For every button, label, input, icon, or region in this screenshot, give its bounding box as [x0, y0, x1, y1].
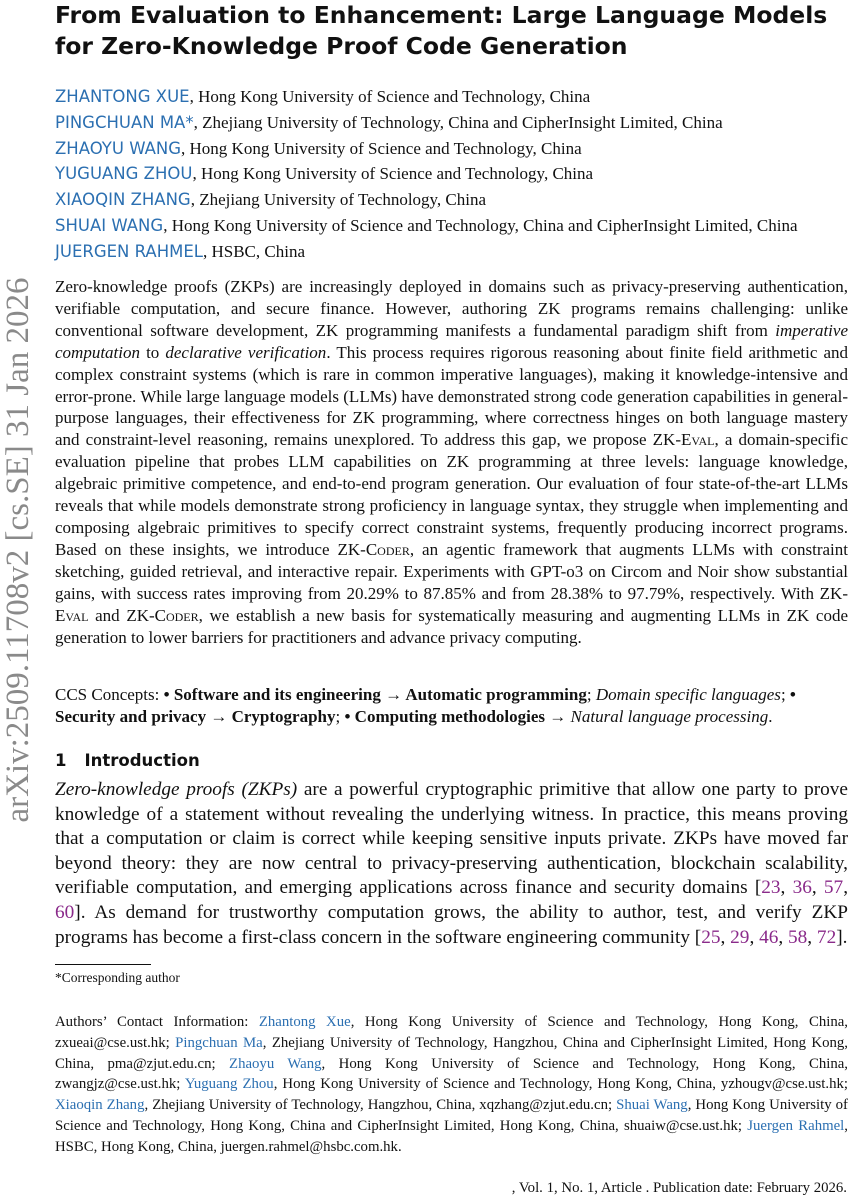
author-affiliation: , Hong Kong University of Science and Technology, China — [181, 138, 582, 158]
contact-author-link[interactable]: Pingchuan Ma — [175, 1034, 263, 1051]
footnote: *Corresponding author — [55, 970, 180, 985]
author-line — [55, 213, 849, 239]
author-name[interactable]: SHUAI WANG — [55, 215, 164, 235]
citation-link[interactable]: 46 — [759, 926, 779, 948]
author-name[interactable]: XIAOQIN ZHANG — [55, 190, 191, 210]
contact-label: Authors’ Contact Information: — [55, 1014, 259, 1030]
abstract-text: , an agentic framework that augments LLMs with constraint sketching, guided retrieval, and interactive repair. Experiments with GPT-o3 on Circom and Noir show substantial gains, with success rates improving from 20.29% to 87.85% and from 28.38% to 97.79%, respectively. With — [55, 539, 848, 603]
author-affiliation: , Zhejiang University of Technology, China and CipherInsight Limited, China — [193, 112, 723, 132]
ccs-concept: • Security and privacy → Cryptography — [55, 685, 796, 726]
abstract-emph: declarative verification — [165, 342, 327, 362]
contact-details: , Hong Kong University of Science and Technology, Hong Kong, China and CipherInsight Limited, Hong Kong, China, shuaiw@cse.ust.hk; — [55, 1097, 848, 1134]
author-line — [55, 110, 849, 136]
ccs-label: CCS Concepts: — [55, 685, 164, 704]
ccs-sep: ; — [335, 707, 345, 726]
section-number: 1 — [55, 751, 67, 770]
ccs-concept: Natural language processing — [570, 707, 769, 726]
footnote-rule — [55, 964, 151, 965]
contact-details: , Hong Kong University of Science and Technology, Hong Kong, China, zxueai@cse.ust.hk; — [55, 1014, 849, 1051]
contact-author-link[interactable]: Zhantong Xue — [258, 1014, 351, 1030]
zk-coder-name: ZK-Coder — [337, 539, 410, 559]
author-contact-info — [55, 1012, 848, 1158]
author-name[interactable]: PINGCHUAN MA* — [55, 112, 194, 132]
intro-text: are a powerful cryptographic primitive that allow one party to prove knowledge of a statement without revealing the underlying witness. In practice, this means proving that a computation or claim is correct while keeping sensitive inputs private. ZKPs have moved far beyond theory: they are now central to privacy-preserving authentication, blockchain scalability, verifiable computation, and emerging applications across finance and security domains [ — [55, 779, 848, 899]
citation-link[interactable]: 23 — [761, 877, 781, 899]
intro-text: ]. — [836, 926, 848, 948]
ccs-sep: . — [768, 707, 773, 726]
author-line — [55, 136, 849, 162]
contact-details: , Hong Kong University of Science and Technology, Hong Kong, China, zwangjz@cse.ust.hk; — [55, 1055, 848, 1093]
contact-details: , Hong Kong University of Science and Technology, Hong Kong, China, yzhougv@cse.ust.hk; — [273, 1076, 848, 1093]
author-list — [55, 84, 849, 265]
contact-author-link[interactable]: Shuai Wang — [616, 1097, 688, 1114]
citation-link[interactable]: 72 — [816, 926, 837, 948]
author-name[interactable]: JUERGEN RAHMEL — [55, 241, 203, 261]
contact-author-link[interactable]: Zhaoyu Wang — [229, 1055, 322, 1072]
abstract-text: . This process requires rigorous reasoning about finite field arithmetic and complex constraint systems (which is rare in common imperative languages), making it knowledge-intensive and error-prone. While large language models (LLMs) have demonstrated strong code generation capabilities in general-purpose languages, their effectiveness for ZK programming, where correctness hinges on both language mastery and constraint-level reasoning, remains unexplored. To address this gap, we propose — [55, 342, 848, 450]
contact-details: , Zhejiang University of Technology, Hangzhou, China and CipherInsight Limited, Hong Kong, China, pma@zjut.edu.cn; — [55, 1034, 849, 1072]
author-line — [55, 84, 849, 110]
author-line — [55, 187, 849, 213]
author-affiliation: , Hong Kong University of Science and Technology, China — [189, 87, 591, 106]
abstract-text: Zero-knowledge proofs (ZKPs) are increasingly deployed in domains such as privacy-preserving authentication, verifiable computation, and secure finance. However, authoring ZK programs remains challenging: unlike conventional software development, ZK programming manifests a fundamental paradigm shift from — [55, 277, 848, 340]
contact-details: , Zhejiang University of Technology, Hangzhou, China, xqzhang@zjut.edu.cn; — [144, 1097, 617, 1114]
arxiv-identifier[interactable]: arXiv:2509.11708v2 [cs.SE] 31 Jan 2026 — [0, 277, 36, 823]
author-affiliation: , Hong Kong University of Science and Technology, China — [192, 164, 594, 184]
intro-emph: Zero-knowledge proofs (ZKPs) — [55, 779, 298, 800]
ccs-concept: Domain specific languages — [595, 685, 781, 704]
section-heading — [55, 751, 200, 770]
ccs-concepts — [55, 684, 848, 728]
author-affiliation: , Hong Kong University of Science and Technology, China and CipherInsight Limited, China — [163, 215, 798, 235]
ccs-concept: • Computing methodologies → — [344, 707, 567, 726]
publication-footer: , Vol. 1, No. 1, Article . Publication date: February 2026. — [511, 1180, 847, 1196]
citation-link[interactable]: 25 — [701, 926, 721, 948]
abstract-text: to — [140, 342, 166, 362]
abstract-text: , a domain-specific evaluation pipeline that probes LLM capabilities on ZK programming at three levels: language knowledge, algebraic primitive competence, and end-to-end program generation. Our evaluation of four state-of-the-art LLMs reveals that while models demonstrate strong proficiency in language syntax, they struggle when implementing and composing algebraic primitives to specify correct constraint systems, frequently producing incorrect programs. Based on these insights, we introduce — [55, 430, 848, 559]
abstract-text: , we establish a new basis for systematically measuring and augmenting LLMs in ZK code generation to lower barriers for practitioners and advance privacy computing. — [55, 605, 849, 647]
intro-text: ]. As demand for trustworthy computation grows, the ability to author, test, and verify ZKP programs has become a first-class concern in the software engineering community [ — [55, 901, 848, 948]
author-line — [55, 239, 849, 265]
section-title: Introduction — [84, 751, 200, 770]
citation-link[interactable]: 29 — [730, 926, 750, 948]
ccs-sep: ; — [780, 685, 790, 704]
paper-title: From Evaluation to Enhancement: Large Language Models for Zero-Knowledge Proof Code Generation — [55, 1, 828, 60]
citation-link[interactable]: 60 — [55, 901, 75, 923]
citation-link[interactable]: 57 — [823, 877, 844, 899]
intro-paragraph: Zero-knowledge proofs (ZKPs) are a powerful cryptographic primitive that allow one party to prove knowledge of a statement without revealing the underlying witness. In practice, this means proving that a computation or claim is correct while keeping sensitive inputs private. ZKPs have moved far beyond theory: they are now central to privacy-preserving authentication, blockchain scalability, verifiable computation, and emerging applications across finance and security domains [23, 36, 57, 60]. As demand for trustworthy computation grows, the ability to author, test, and verify ZKP programs has become a first-class concern in the software engineering community [25, 29, 46, 58, 72]. — [55, 779, 849, 948]
contact-author-link[interactable]: Xiaoqin Zhang — [55, 1097, 145, 1114]
author-name[interactable]: ZHAOYU WANG — [55, 138, 182, 158]
author-affiliation: , HSBC, China — [202, 241, 306, 261]
zk-coder-name: ZK-Coder — [126, 605, 199, 625]
author-name[interactable]: ZHANTONG XUE — [55, 87, 190, 106]
ccs-sep: ; — [586, 685, 596, 704]
author-affiliation: , Zhejiang University of Technology, China — [190, 190, 487, 210]
ccs-concept: • Software and its engineering → Automatic programming — [163, 685, 587, 704]
zk-eval-name: ZK-Eval — [55, 583, 848, 625]
zk-eval-name: ZK-Eval — [652, 430, 715, 450]
abstract-emph: imperative computation — [55, 320, 848, 362]
author-line — [55, 161, 849, 187]
citation-link[interactable]: 58 — [788, 926, 808, 948]
contact-author-link[interactable]: Juergen Rahmel — [747, 1117, 845, 1134]
author-name[interactable]: YUGUANG ZHOU — [55, 164, 193, 184]
abstract — [55, 276, 848, 648]
contact-author-link[interactable]: Yuguang Zhou — [184, 1076, 274, 1093]
citation-link[interactable]: 36 — [792, 877, 812, 899]
abstract-text: and — [88, 605, 127, 625]
contact-details: , HSBC, Hong Kong, China, juergen.rahmel@hsbc.com.hk. — [55, 1117, 848, 1155]
